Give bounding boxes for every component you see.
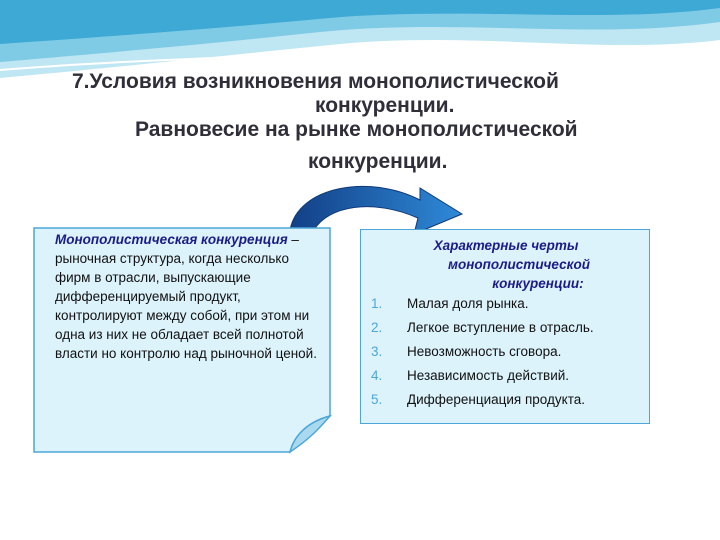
features-title-line-1: Характерные черты <box>433 238 579 253</box>
list-item-text: Независимость действий. <box>407 368 570 383</box>
definition-text <box>55 230 320 363</box>
title-line-2: конкуренции. <box>315 94 455 117</box>
list-item-text: Малая доля рынка. <box>407 296 529 311</box>
list-item-number: 3. <box>371 344 383 359</box>
list-item-text: Дифференциация продукта. <box>407 392 585 407</box>
list-item-number: 2. <box>371 320 383 335</box>
slide-title <box>40 70 680 174</box>
list-item-number: 5. <box>371 392 383 407</box>
list-item-number: 4. <box>371 368 383 383</box>
list-item-text: Легкое вступление в отрасль. <box>407 320 594 335</box>
features-title-line-3: конкуренции: <box>492 276 584 291</box>
features-box <box>360 229 650 424</box>
list-item-text: Невозможность сговора. <box>407 344 562 359</box>
features-title-line-2: монополистической <box>448 257 590 272</box>
title-line-1: 7.Условия возникновения монополистической <box>72 70 559 93</box>
list-item-number: 1. <box>371 296 383 311</box>
definition-term: Монополистическая конкуренция <box>55 232 288 247</box>
features-title <box>361 236 651 293</box>
title-line-3: Равновесие на рынке монополистической <box>135 118 578 141</box>
definition-body: – рыночная структура, когда несколько фирм в отрасли, выпускающие дифференцируемый продукт, контролируют между собой, при этом ни одна из них не обладает всей полнотой власти но контролю над рыночной ценой. <box>55 232 317 361</box>
title-line-4: конкуренции. <box>308 150 448 173</box>
